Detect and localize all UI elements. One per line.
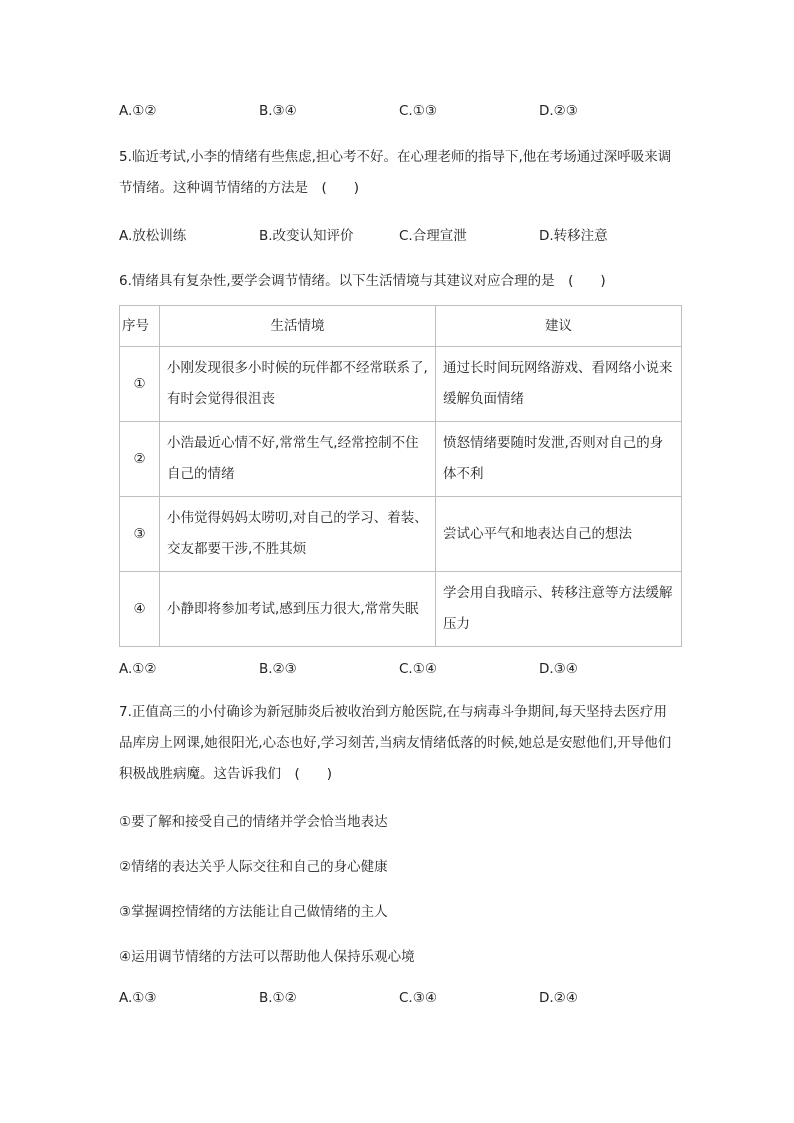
header-number: 序号 (120, 306, 160, 347)
row-number: ② (120, 422, 160, 497)
q5-option-a: A.放松训练 (119, 228, 187, 244)
header-advice: 建议 (436, 306, 682, 347)
row-advice: 学会用自我暗示、转移注意等方法缓解压力 (436, 572, 682, 647)
q7-option-b: B.①② (259, 990, 297, 1006)
row-advice: 通过长时间玩网络游戏、看网络小说来缓解负面情绪 (436, 347, 682, 422)
q6-table (119, 305, 682, 647)
q6-option-d: D.③④ (539, 661, 578, 677)
table-row (120, 572, 682, 647)
q6-option-c: C.①④ (399, 661, 437, 677)
q4-option-b: B.③④ (259, 103, 297, 119)
q6-options (119, 661, 679, 681)
q7-statement-4: ④运用调节情绪的方法可以帮助他人保持乐观心境 (119, 949, 415, 965)
q5-option-b: B.改变认知评价 (259, 228, 354, 244)
q5-option-c: C.合理宣泄 (399, 228, 467, 244)
q7-statement-3: ③掌握调控情绪的方法能让自己做情绪的主人 (119, 904, 388, 920)
q7-statement-2: ②情绪的表达关乎人际交往和自己的身心健康 (119, 859, 388, 875)
q6-option-a: A.①② (119, 661, 157, 677)
table-header-row (120, 306, 682, 347)
q4-option-d: D.②③ (539, 103, 578, 119)
q7-option-d: D.②④ (539, 990, 578, 1006)
row-situation: 小静即将参加考试,感到压力很大,常常失眠 (160, 572, 436, 647)
q5-options (119, 224, 679, 244)
q7-options (119, 990, 679, 1010)
row-number: ④ (120, 572, 160, 647)
table-row (120, 422, 682, 497)
q4-option-a: A.①② (119, 103, 157, 119)
row-advice: 尝试心平气和地表达自己的想法 (436, 497, 682, 572)
q5-stem: 5.临近考试,小李的情绪有些焦虑,担心考不好。在心理老师的指导下,他在考场通过深呼吸来调节情绪。这种调节情绪的方法是 ( ) (119, 149, 672, 196)
q6-stem: 6.情绪具有复杂性,要学会调节情绪。以下生活情境与其建议对应合理的是 ( ) (119, 273, 606, 289)
q4-option-c: C.①③ (399, 103, 437, 119)
q6-option-b: B.②③ (259, 661, 297, 677)
row-number: ① (120, 347, 160, 422)
table-row (120, 497, 682, 572)
table-row (120, 347, 682, 422)
row-situation: 小刚发现很多小时候的玩伴都不经常联系了,有时会觉得很沮丧 (160, 347, 436, 422)
q7-option-a: A.①③ (119, 990, 157, 1006)
row-situation: 小浩最近心情不好,常常生气,经常控制不住自己的情绪 (160, 422, 436, 497)
header-situation: 生活情境 (160, 306, 436, 347)
q7-statement-1: ①要了解和接受自己的情绪并学会恰当地表达 (119, 814, 388, 830)
row-number: ③ (120, 497, 160, 572)
q4-options (119, 103, 679, 123)
q5-option-d: D.转移注意 (539, 228, 608, 244)
q7-stem: 7.正值高三的小付确诊为新冠肺炎后被收治到方舱医院,在与病毒斗争期间,每天坚持去医疗用品库房上网课,她很阳光,心态也好,学习刻苦,当病友情绪低落的时候,她总是安慰他们,开导他们积极战胜病魔。这告诉我们 ( ) (119, 704, 672, 782)
q7-option-c: C.③④ (399, 990, 437, 1006)
row-situation: 小伟觉得妈妈太唠叨,对自己的学习、着装、交友都要干涉,不胜其烦 (160, 497, 436, 572)
row-advice: 愤怒情绪要随时发泄,否则对自己的身体不利 (436, 422, 682, 497)
